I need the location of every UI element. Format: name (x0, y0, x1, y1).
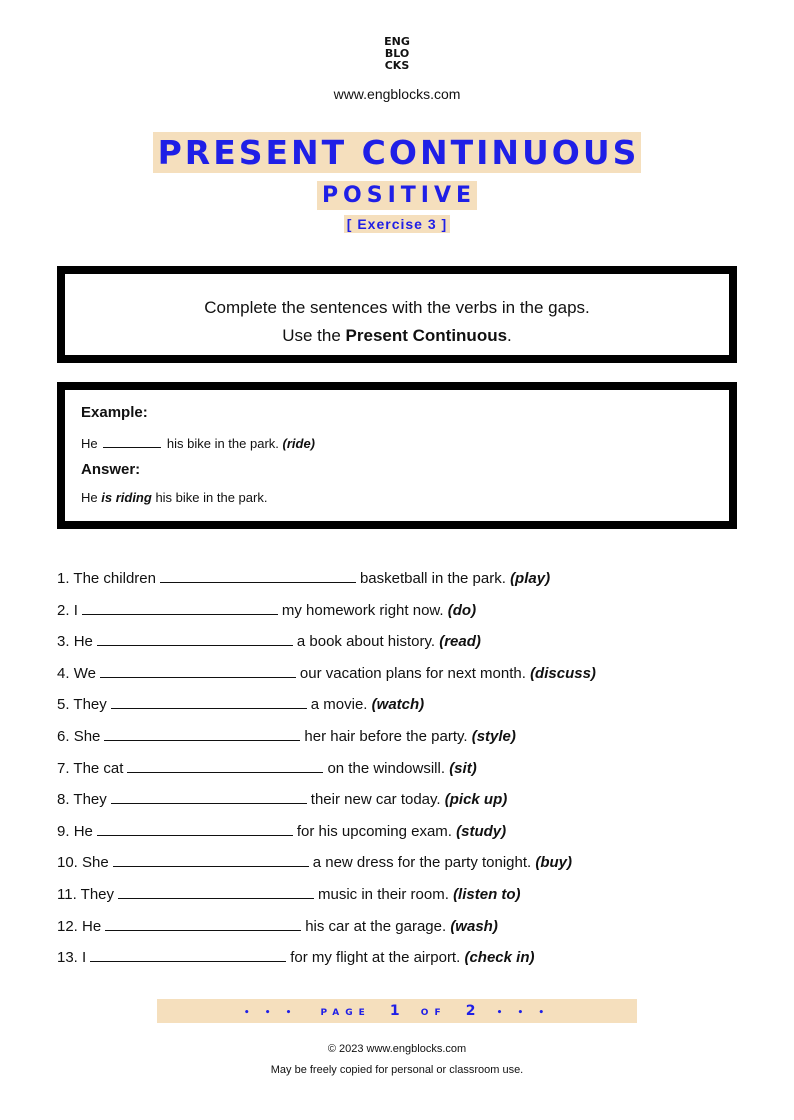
answer-blank[interactable] (97, 629, 293, 646)
answer-end: his bike in the park. (155, 490, 268, 505)
answer-blank[interactable] (100, 661, 296, 678)
item-hint: (check in) (464, 949, 535, 967)
instructions-box (57, 266, 737, 363)
answer-blank[interactable] (104, 724, 300, 741)
answer-blank[interactable] (111, 692, 307, 709)
item-end: my homework right now. (281, 601, 444, 619)
item-hint: (style) (471, 727, 516, 745)
answer-blank[interactable] (160, 566, 356, 583)
exercise-item (57, 882, 757, 914)
pagination-page-word: PAGE (320, 1008, 371, 1018)
exercise-item (57, 661, 757, 693)
footer-license: May be freely copied for personal or classroom use. (270, 1064, 524, 1076)
item-hint: (do) (447, 601, 477, 619)
item-end: a movie. (310, 696, 368, 714)
exercise-item (57, 850, 757, 882)
item-hint: (study) (456, 822, 507, 840)
item-start: He (73, 633, 93, 651)
item-end: basketball in the park. (359, 570, 506, 587)
item-number: 1. (57, 570, 70, 587)
item-start: We (73, 664, 96, 682)
item-number: 13. (57, 949, 78, 967)
item-number: 12. (57, 917, 78, 935)
pagination-total: 2 (465, 1003, 478, 1019)
item-start: He (82, 917, 102, 935)
item-start: They (80, 885, 115, 903)
item-end: on the windowsill. (327, 759, 446, 777)
answer-label: Answer: (81, 461, 141, 478)
example-label: Example: (81, 404, 148, 421)
example-box (57, 382, 737, 529)
example-sentence (81, 435, 315, 451)
item-hint: (pick up) (444, 791, 508, 809)
title-wrapper (0, 132, 794, 173)
instructions-line-1: Complete the sentences with the verbs in the gaps. (204, 298, 590, 317)
instructions-line-2-suffix: . (507, 326, 512, 345)
answer-blank[interactable] (97, 819, 293, 836)
exercise-label: [ Exercise 3 ] (344, 215, 450, 233)
logo-line-2: BLO (384, 47, 410, 60)
exercise-list (57, 566, 757, 977)
item-hint: (watch) (371, 696, 425, 714)
item-number: 8. (57, 791, 70, 809)
pagination-bar (157, 999, 637, 1023)
item-end: for my flight at the airport. (290, 949, 461, 967)
pagination-of-word: OF (420, 1008, 447, 1018)
item-start: She (73, 727, 101, 745)
exercise-item (57, 692, 757, 724)
item-start: He (73, 822, 93, 840)
exercise-item (57, 629, 757, 661)
example-end: his bike in the park. (166, 436, 279, 451)
example-blank (103, 435, 161, 448)
item-start: They (73, 791, 107, 809)
item-start: I (82, 949, 87, 967)
example-start: He (81, 436, 98, 451)
instructions-line-2-prefix: Use the (282, 326, 346, 345)
item-hint: (discuss) (530, 664, 596, 682)
item-end: a new dress for the party tonight. (312, 854, 532, 872)
item-end: their new car today. (310, 791, 441, 809)
site-url[interactable]: www.engblocks.com (333, 86, 461, 102)
pagination-dots-left: • • • (243, 1008, 298, 1018)
subtitle-wrapper (0, 181, 794, 210)
item-end: a book about history. (296, 633, 436, 651)
pagination-current: 1 (389, 1003, 402, 1019)
item-end: for his upcoming exam. (296, 822, 452, 840)
item-hint: (sit) (449, 759, 477, 777)
item-number: 5. (57, 696, 70, 714)
answer-verb: is riding (101, 490, 152, 505)
item-start: She (82, 854, 109, 872)
item-start: I (73, 601, 78, 619)
answer-blank[interactable] (118, 882, 314, 899)
exercise-item (57, 914, 757, 946)
item-number: 3. (57, 633, 70, 651)
instructions-line-2 (65, 322, 729, 350)
item-hint: (buy) (535, 854, 573, 872)
exercise-item (57, 724, 757, 756)
answer-blank[interactable] (90, 945, 286, 962)
answer-blank[interactable] (113, 850, 309, 867)
item-start: The cat (73, 759, 124, 777)
item-start: The children (73, 570, 156, 587)
answer-start: He (81, 490, 98, 505)
answer-blank[interactable] (105, 914, 301, 931)
exercise-item (57, 945, 757, 977)
example-hint: (ride) (282, 436, 316, 451)
answer-blank[interactable] (82, 598, 278, 615)
item-hint: (play) (510, 570, 551, 587)
logo (0, 36, 794, 72)
logo-line-3: CKS (384, 59, 410, 72)
item-end: her hair before the party. (304, 727, 468, 745)
item-number: 2. (57, 601, 70, 619)
item-hint: (read) (439, 633, 481, 651)
exercise-item (57, 787, 757, 819)
footer-copyright: © 2023 www.engblocks.com (327, 1043, 467, 1055)
exercise-wrapper (0, 215, 794, 234)
exercise-item (57, 598, 757, 630)
item-number: 7. (57, 759, 70, 777)
exercise-item (57, 756, 757, 788)
logo-line-1: ENG (384, 35, 410, 48)
item-end: music in their room. (318, 885, 449, 903)
page-subtitle: POSITIVE (317, 181, 477, 210)
answer-blank[interactable] (111, 787, 307, 804)
instructions-tense: Present Continuous (345, 326, 508, 345)
item-end: our vacation plans for next month. (299, 664, 526, 682)
item-number: 4. (57, 664, 70, 682)
item-number: 11. (57, 885, 77, 903)
item-number: 6. (57, 727, 70, 745)
item-start: They (73, 696, 107, 714)
exercise-item (57, 819, 757, 851)
item-number: 10. (57, 854, 78, 872)
item-hint: (wash) (450, 917, 498, 935)
exercise-item (57, 566, 757, 598)
answer-sentence (81, 490, 267, 505)
item-end: his car at the garage. (305, 917, 447, 935)
item-number: 9. (57, 822, 70, 840)
page-title: PRESENT CONTINUOUS (153, 132, 642, 173)
answer-blank[interactable] (127, 756, 323, 773)
item-hint: (listen to) (453, 885, 521, 903)
pagination-dots-right: • • • (496, 1008, 551, 1018)
